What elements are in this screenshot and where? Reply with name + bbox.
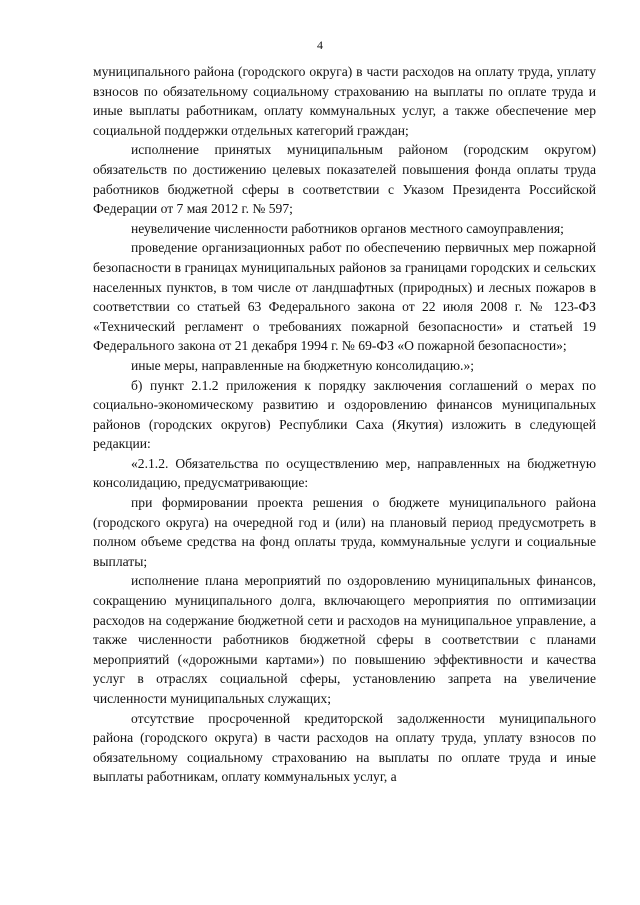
paragraph: муниципального района (городского округа) в части расходов на оплату труда, уплату взносов по обязательному социальному страхованию на выплаты по оплате труда и иные выплаты работникам, оплату коммунальных услуг, а также обеспечение мер социальной поддержки отдельных категорий граждан; bbox=[93, 64, 596, 138]
paragraph: при формировании проекта решения о бюджете муниципального района (городского округа) на очередной год и (или) на плановый период предусмотреть в полном объеме средства на фонд оплаты труда, коммунальные услуги и социальные выплаты; bbox=[93, 495, 596, 569]
paragraph: б) пункт 2.1.2 приложения к порядку заключения соглашений о мерах по социально-экономическому развитию и оздоровлению финансов муниципальных районов (городских округов) Республики Саха (Якутия) изложить в следующей редакции: bbox=[93, 377, 596, 452]
page-number: 4 bbox=[317, 38, 323, 52]
document-body bbox=[93, 62, 596, 787]
paragraph: отсутствие просроченной кредиторской задолженности муниципального района (городского округа) в части расходов на оплату труда, уплату взносов по обязательному социальному страхованию на выплаты по оплате труда и иные выплаты работникам, оплату коммунальных услуг, а bbox=[93, 710, 596, 785]
paragraph: проведение организационных работ по обеспечению первичных мер пожарной безопасности в границах муниципальных районов за границами городских и сельских населенных пунктов, в том числе от ландшафтных (природных) и лесных пожаров в соответствии со статьей 63 Федерального закона от 22 июля 2008 г. № 123-ФЗ «Технический регламент о требованиях пожарной безопасности» и статьей 19 Федерального закона от 21 декабря 1994 г. № 69-ФЗ «О пожарной безопасности»; bbox=[93, 240, 596, 354]
paragraph: исполнение плана мероприятий по оздоровлению муниципальных финансов, сокращению муниципального долга, включающего мероприятия по оптимизации расходов на содержание бюджетной сети и расходов на муниципальное управление, а также численности работников бюджетной сферы в соответствии с планами мероприятий («дорожными картами») по повышению эффективности и качества услуг в отраслях социальной сферы, установлению запрета на увеличение численности муниципальных служащих; bbox=[93, 573, 596, 706]
paragraph: исполнение принятых муниципальным районом (городским округом) обязательств по достижению целевых показателей повышения фонда оплаты труда работников бюджетной сферы в соответствии с Указом Президента Российской Федерации от 7 мая 2012 г. № 597; bbox=[93, 142, 596, 217]
paragraph: иные меры, направленные на бюджетную консолидацию.»; bbox=[131, 357, 475, 373]
paragraph: «2.1.2. Обязательства по осуществлению мер, направленных на бюджетную консолидацию, предусматривающие: bbox=[93, 455, 596, 491]
paragraph: неувеличение численности работников органов местного самоуправления; bbox=[131, 220, 564, 236]
